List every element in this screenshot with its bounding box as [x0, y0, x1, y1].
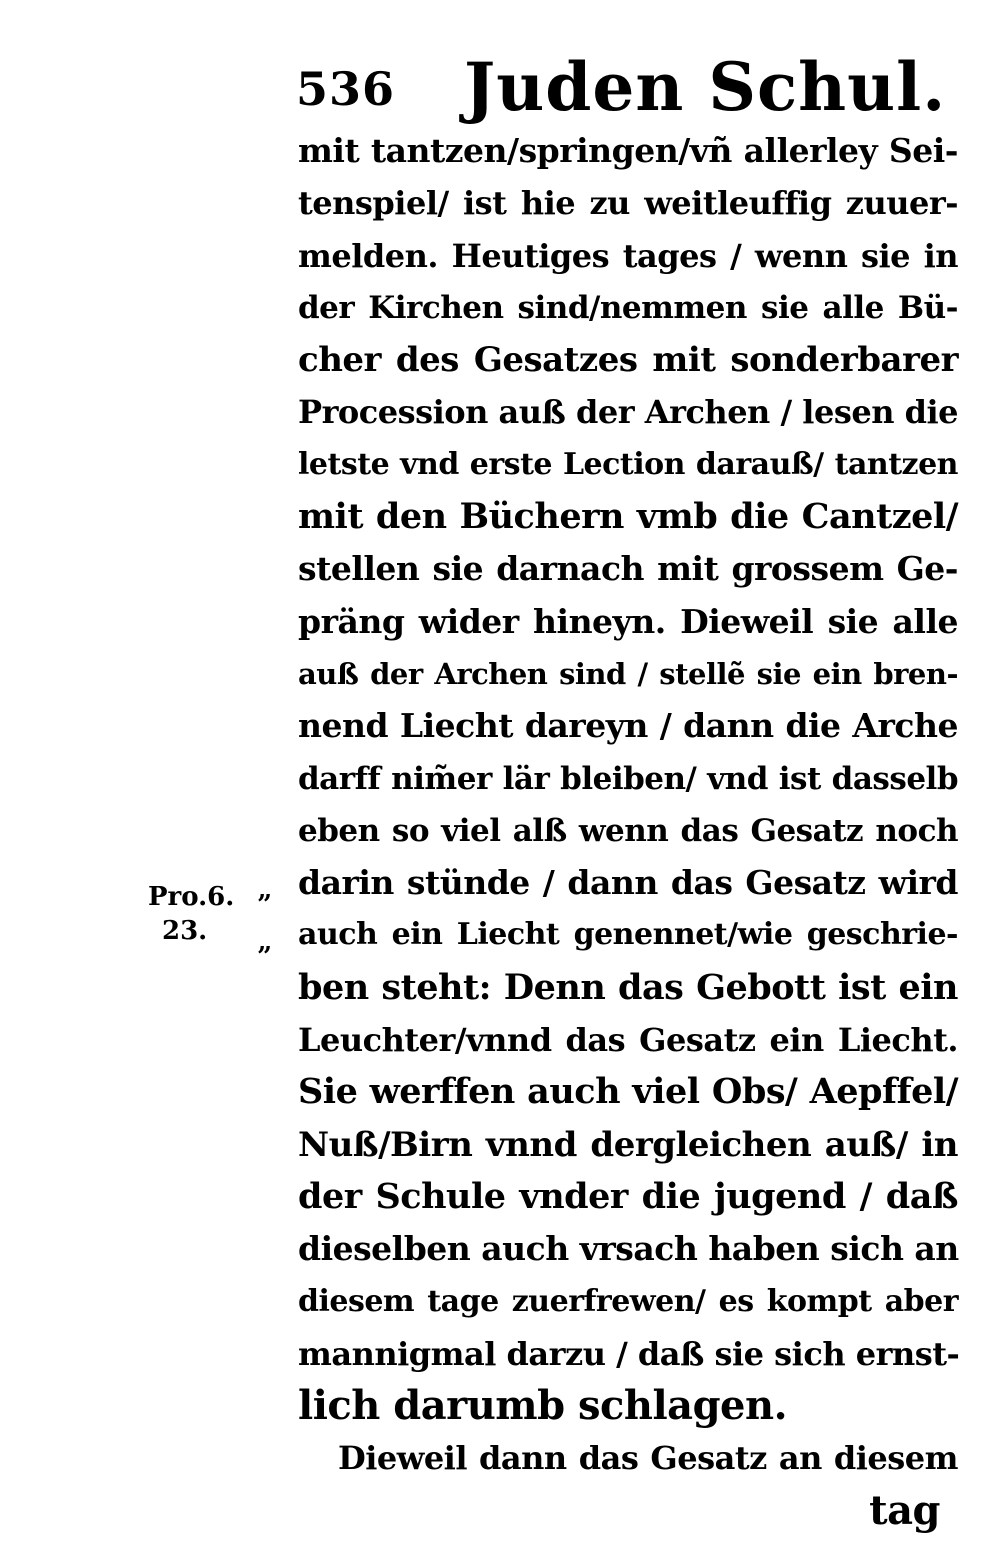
text-line: darin stünde / dann das Gesatz wird	[298, 863, 958, 903]
text-line: Procession auß der Archen / lesen die	[298, 393, 958, 432]
margin-note-scripture-reference	[148, 880, 235, 948]
text-line: diesem tage zuerfrewen/ es kompt aber	[298, 1283, 958, 1319]
margin-note-line: 23.	[162, 916, 208, 946]
text-line: dieselben auch vrsach haben sich an	[298, 1229, 959, 1269]
text-line: mit tantzen/springen/vñ allerley Sei-	[298, 131, 958, 170]
text-line: ben steht: Denn das Gebott ist ein	[298, 966, 958, 1008]
catchword: tag	[869, 1486, 940, 1534]
text-line: stellen sie darnach mit grossem Ge-	[298, 549, 958, 589]
text-line: Sie werffen auch viel Obs/ Aepffel/	[298, 1071, 958, 1113]
text-line: lich darumb schlagen.	[298, 1382, 788, 1430]
text-line: mannigmal darzu / daß sie sich ernst-	[298, 1334, 960, 1373]
text-line: letste vnd erste Lection darauß/ tantzen	[298, 446, 958, 482]
text-line: Leuchter/vnnd das Gesatz ein Liecht.	[298, 1021, 958, 1060]
text-line: Nuß/Birn vnnd dergleichen auß/ in	[298, 1124, 958, 1165]
text-line: melden. Heutiges tages / wenn sie in	[298, 236, 958, 275]
body-text	[298, 125, 958, 1537]
text-line: der Schule vnder die jugend / daß	[298, 1175, 958, 1217]
quotation-mark: ”	[257, 942, 272, 972]
page-number: 536	[296, 62, 396, 116]
text-line: nend Liecht dareyn / dann die Arche	[298, 706, 958, 746]
quotation-mark: ”	[257, 890, 272, 920]
running-head: Juden Schul.	[464, 48, 947, 126]
text-line: auch ein Liecht genennet/wie geschrie-	[298, 917, 958, 953]
margin-note-line: Pro.6.	[148, 882, 235, 912]
page-header	[296, 48, 956, 128]
text-line: präng wider hineyn. Dieweil sie alle	[298, 601, 958, 641]
text-line: Dieweil dann das Gesatz an diesem	[338, 1439, 958, 1478]
text-line: eben so viel alß wenn das Gesatz noch	[298, 812, 958, 849]
text-line: darff nim̃er lär bleiben/ vnd ist dasselb	[298, 760, 958, 797]
text-line: mit den Büchern vmb die Cantzel/	[298, 496, 958, 538]
text-line: auß der Archen sind / stellẽ sie ein bren-	[298, 656, 958, 691]
text-line: der Kirchen sind/nemmen sie alle Bü-	[298, 289, 958, 326]
text-line: tenspiel/ ist hie zu weitleuffig zuuer-	[298, 184, 958, 223]
text-line: cher des Gesatzes mit sonderbarer	[298, 340, 958, 381]
